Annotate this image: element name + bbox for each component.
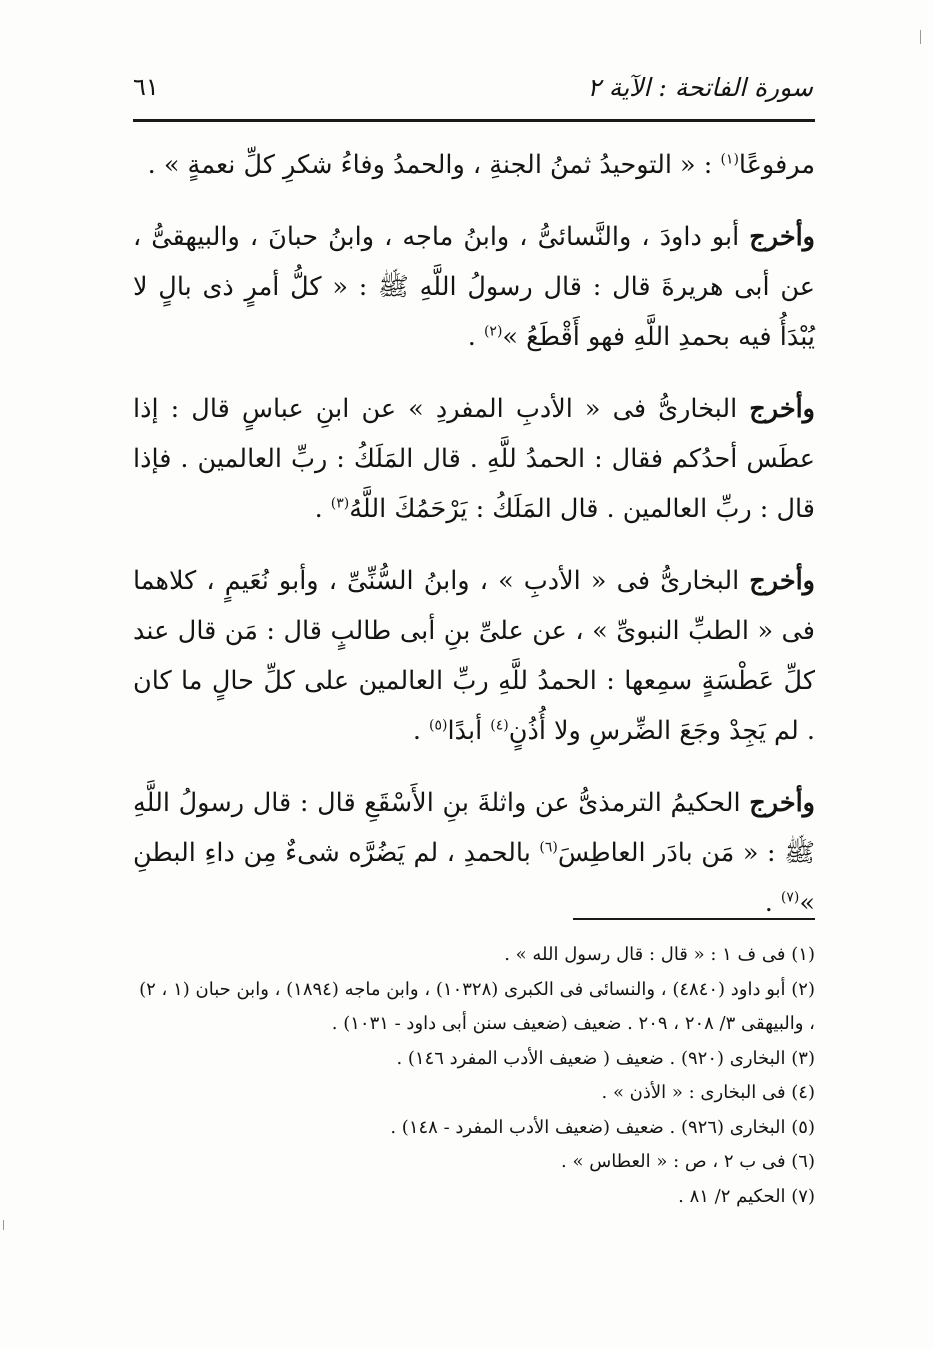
footnote-ref: (٤) xyxy=(490,717,509,734)
scan-mark xyxy=(920,30,921,44)
paragraph-lead: وأخرج xyxy=(749,566,815,596)
paragraph-text: . xyxy=(412,716,430,746)
footnote-2: (٢) أبو داود (٤٨٤٠) ، والنسائى فى الكبرى (١٠٣٢٨) ، وابن ماجه (١٨٩٤) ، وابن حبان (١ ، ٢) ، والبيهقى ٣/ ٢٠٨ ، ٢٠٩ . ضعيف (ضعيف سنن أبى داود - ١٠٣١) . xyxy=(139,978,815,1034)
paragraph-text: . xyxy=(467,322,484,352)
paragraph-text: أبو داودَ ، والنَّسائىُّ ، وابنُ ماجه ، وابنُ حبانَ ، والبيهقىُّ ، عن أبى هريرةَ قال : قال رسولُ اللَّهِ ﷺ : « كلُّ أمرٍ ذى بالٍ لا يُبْدَأُ فيه بحمدِ اللَّهِ فهو أَقْطَعُ » xyxy=(133,222,815,352)
footnote-1: (١) فى ف ١ : « قال : قال رسول الله » . xyxy=(504,944,815,965)
footnote-3: (٣) البخارى (٩٢٠) . ضعيف ( ضعيف الأدب المفرد ١٤٦) . xyxy=(396,1047,815,1069)
footnote-ref: (١) xyxy=(720,151,739,168)
paragraph-2 xyxy=(133,212,815,362)
paragraph-text: : « التوحيدُ ثمنُ الجنةِ ، والحمدُ وفاءُ شكرِ كلِّ نعمةٍ » . xyxy=(147,150,721,180)
footnotes xyxy=(133,938,815,1214)
paragraph-text: أبدًا xyxy=(447,716,491,746)
footnote-6: (٦) فى ب ٢ ، ص : « العطاس » . xyxy=(561,1151,815,1172)
paragraph-text: . xyxy=(764,888,781,918)
paragraph-text: الحكيمُ الترمذىُّ عن واثلةَ بنِ الأَسْقَعِ قال : قال رسولُ اللَّهِ ﷺ : « مَن بادَر العاطِسَ xyxy=(133,788,815,868)
footnote-ref: (٣) xyxy=(330,495,350,512)
paragraph-1 xyxy=(133,140,815,190)
paragraph-4 xyxy=(133,556,815,756)
paragraph-text: البخارىُّ فى « الأدبِ » ، وابنُ السُّنِّىِّ ، وأبو نُعَيمٍ ، كلاهما فى « الطبِّ النبوىِّ » ، عن علىِّ بنِ أبى طالبٍ قال : مَن قال عند كلِّ عَطْسَةٍ سمِعها : الحمدُ للَّهِ ربِّ العالمين على كلِّ حالٍ ما كان . لم يَجِدْ وجَعَ الضِّرسِ ولا أُذُنٍ xyxy=(133,566,815,746)
paragraph-3 xyxy=(133,384,815,534)
footnote-ref: (٥) xyxy=(429,717,448,734)
paragraph-5 xyxy=(133,778,815,928)
header-title: سورة الفاتحة : الآية ٢ xyxy=(587,72,813,102)
paragraph-lead: وأخرج xyxy=(749,394,815,424)
footnote-ref: (٦) xyxy=(539,839,558,856)
footnote-separator xyxy=(573,918,815,920)
paragraph-text: . xyxy=(314,494,331,524)
footnote-5: (٥) البخارى (٩٢٦) . ضعيف (ضعيف الأدب المفرد - ١٤٨) . xyxy=(390,1116,815,1138)
footnote-ref: (٢) xyxy=(483,323,503,340)
footnote-ref: (٧) xyxy=(780,889,800,906)
footnote-7: (٧) الحكيم ٢/ ٨١ . xyxy=(678,1185,815,1207)
main-text xyxy=(133,140,815,950)
footnote-4: (٤) فى البخارى : « الأذن » . xyxy=(601,1082,815,1103)
paragraph-text: بالحمدِ ، لم يَضُرَّه شىءٌ مِن داءِ البطنِ » xyxy=(133,838,815,918)
paragraph-lead: وأخرج xyxy=(749,788,815,818)
page-number: ٦١ xyxy=(133,73,159,101)
paragraph-lead: وأخرج xyxy=(749,222,815,252)
paragraph-text: مرفوعًا xyxy=(738,150,815,180)
running-header xyxy=(133,62,813,112)
scan-mark xyxy=(3,1220,4,1230)
paragraph-text: البخارىُّ فى « الأدبِ المفردِ » عن ابنِ عباسٍ قال : إذا عطَس أحدُكم فقال : الحمدُ للَّهِ . قال المَلَكُ : ربِّ العالمين . فإذا قال : ربِّ العالمين . قال المَلَكُ : يَرْحَمُكَ اللَّهُ xyxy=(133,394,815,524)
header-rule xyxy=(133,119,815,122)
